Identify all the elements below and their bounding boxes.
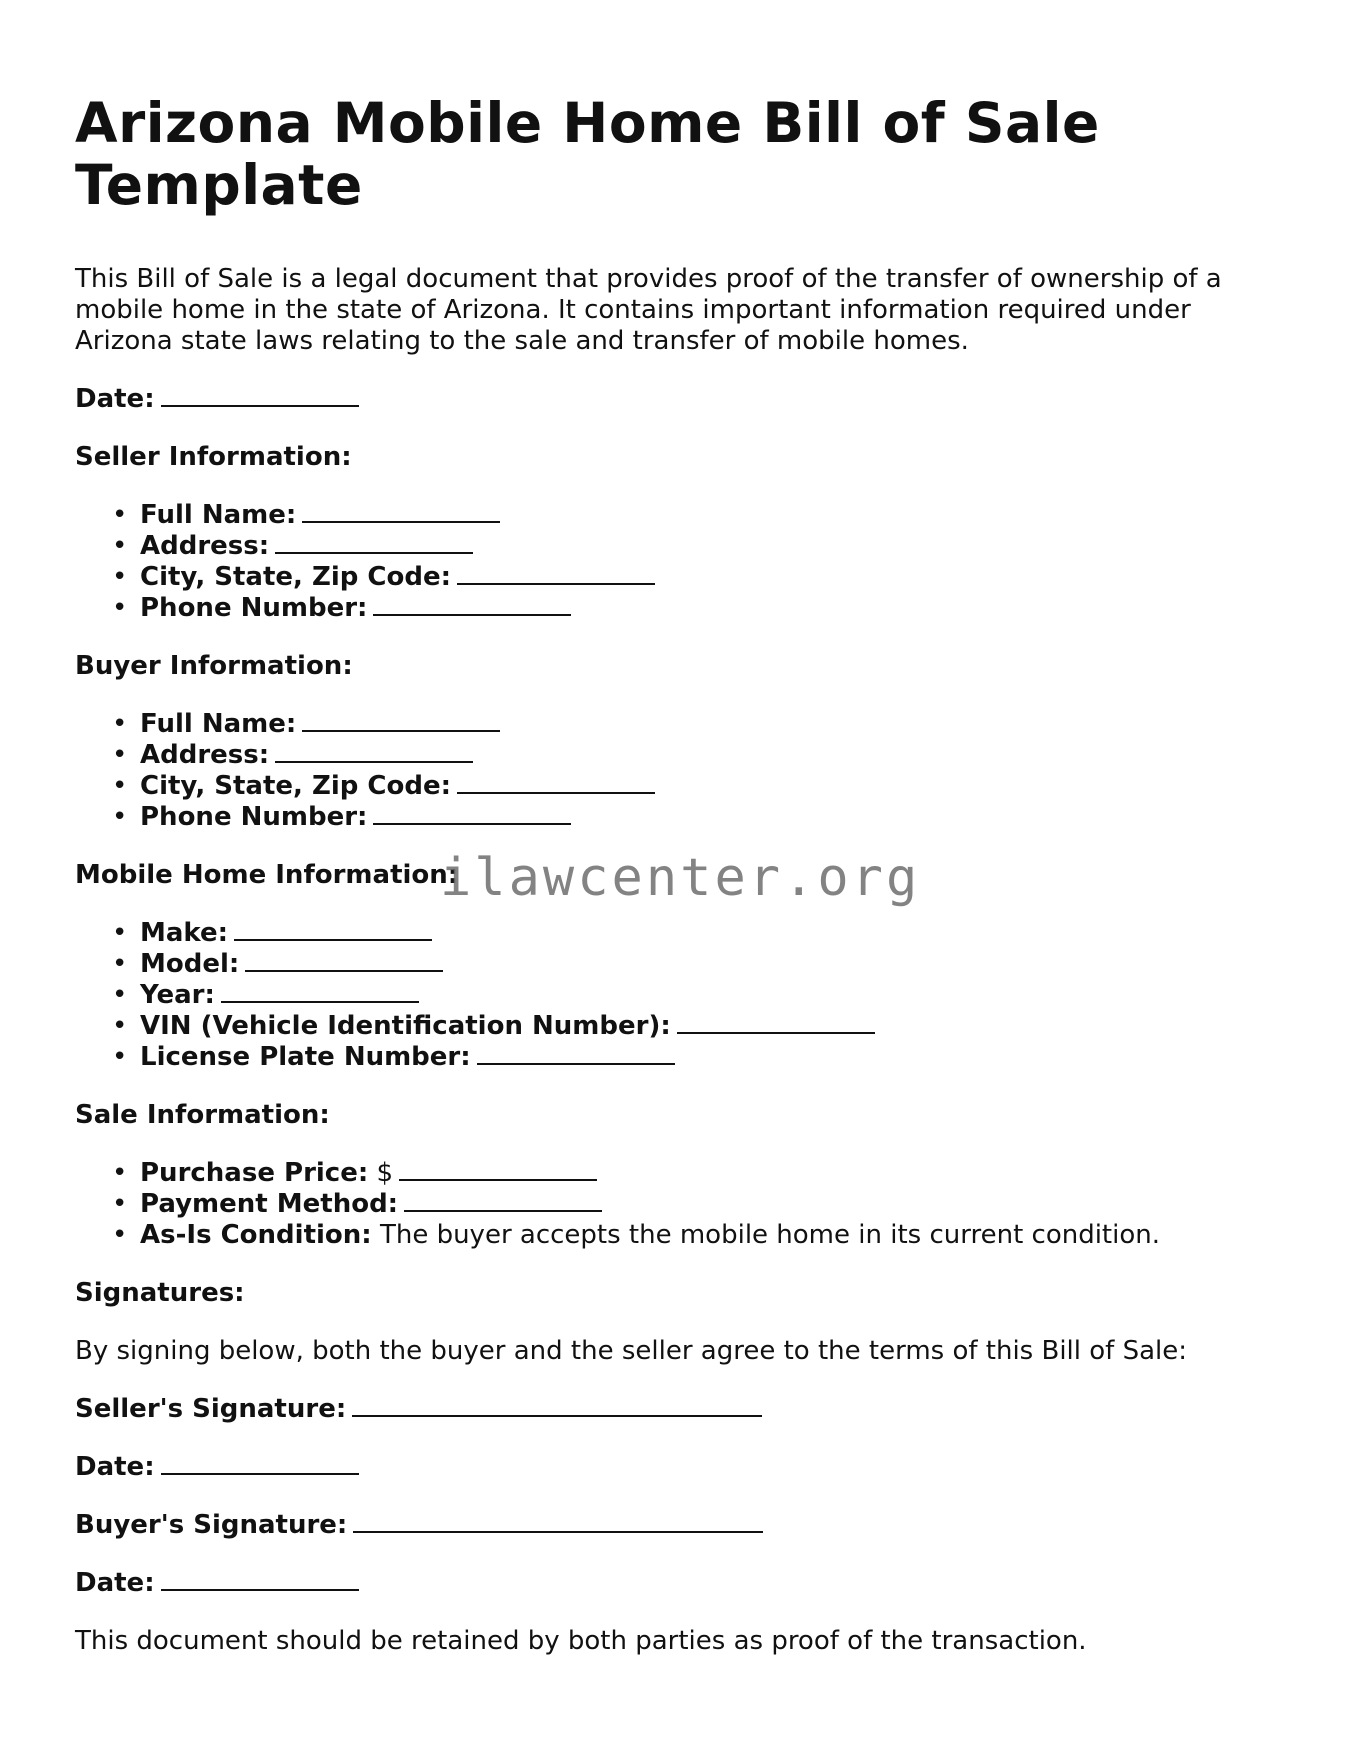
buyer-date-blank[interactable] [161, 1569, 359, 1591]
list-item [140, 740, 1295, 771]
list-item [140, 1011, 1295, 1042]
date-label: Date: [75, 384, 155, 414]
seller-date-blank[interactable] [161, 1453, 359, 1475]
buyer-date-label: Date: [75, 1568, 155, 1598]
seller-city-blank[interactable] [457, 563, 655, 585]
signatures-heading: Signatures: [75, 1278, 245, 1308]
sale-heading: Sale Information: [75, 1100, 330, 1130]
intro-paragraph: This Bill of Sale is a legal document that provides proof of the transfer of ownership of a mobile home in the state of Arizona. It contains important information required under Arizona state laws relating to the sale and transfer of mobile homes. [75, 264, 1222, 356]
page-title: Arizona Mobile Home Bill of Sale Template [75, 91, 1100, 217]
buyer-heading: Buyer Information: [75, 651, 353, 681]
year-label: Year: [140, 980, 215, 1010]
seller-signature-field [75, 1394, 1295, 1425]
make-label: Make: [140, 918, 229, 948]
buyer-full-name-label: Full Name: [140, 709, 297, 739]
date-blank[interactable] [161, 385, 359, 407]
list-item [140, 1220, 1295, 1251]
buyer-phone-label: Phone Number: [140, 802, 368, 832]
list-item [140, 531, 1295, 562]
license-plate-label: License Plate Number: [140, 1042, 471, 1072]
license-plate-blank[interactable] [477, 1043, 675, 1065]
buyer-address-label: Address: [140, 740, 270, 770]
seller-list [75, 500, 1295, 624]
seller-signature-blank[interactable] [352, 1395, 762, 1417]
list-item [140, 771, 1295, 802]
seller-city-label: City, State, Zip Code: [140, 562, 451, 592]
list-item [140, 949, 1295, 980]
footer-note: This document should be retained by both parties as proof of the transaction. [75, 1626, 1087, 1656]
mobile-home-heading: Mobile Home Information: [75, 860, 459, 890]
list-item [140, 1158, 1295, 1189]
make-blank[interactable] [234, 919, 432, 941]
seller-full-name-label: Full Name: [140, 500, 297, 530]
buyer-full-name-blank[interactable] [302, 710, 500, 732]
as-is-label: As-Is Condition: [140, 1220, 372, 1250]
buyer-signature-label: Buyer's Signature: [75, 1510, 348, 1540]
buyer-address-blank[interactable] [275, 741, 473, 763]
list-item [140, 980, 1295, 1011]
purchase-price-blank[interactable] [399, 1159, 597, 1181]
buyer-city-label: City, State, Zip Code: [140, 771, 451, 801]
vin-label: VIN (Vehicle Identification Number): [140, 1011, 671, 1041]
buyer-city-blank[interactable] [457, 772, 655, 794]
buyer-phone-blank[interactable] [373, 803, 571, 825]
dollar-sign: $ [376, 1158, 394, 1188]
list-item [140, 1042, 1295, 1073]
seller-signature-label: Seller's Signature: [75, 1394, 347, 1424]
list-item [140, 593, 1295, 624]
seller-address-label: Address: [140, 531, 270, 561]
purchase-price-label: Purchase Price: [140, 1158, 369, 1188]
as-is-text: The buyer accepts the mobile home in its current condition. [379, 1220, 1161, 1250]
sale-list [75, 1158, 1295, 1251]
buyer-signature-field [75, 1510, 1295, 1541]
list-item [140, 709, 1295, 740]
list-item [140, 802, 1295, 833]
payment-method-blank[interactable] [404, 1190, 602, 1212]
seller-phone-label: Phone Number: [140, 593, 368, 623]
payment-method-label: Payment Method: [140, 1189, 399, 1219]
seller-date-field [75, 1452, 1295, 1483]
signatures-statement: By signing below, both the buyer and the seller agree to the terms of this Bill of Sale: [75, 1336, 1188, 1366]
year-blank[interactable] [221, 981, 419, 1003]
vin-blank[interactable] [677, 1012, 875, 1034]
seller-full-name-blank[interactable] [302, 501, 500, 523]
seller-date-label: Date: [75, 1452, 155, 1482]
date-field [75, 384, 1295, 415]
seller-heading: Seller Information: [75, 442, 352, 472]
watermark: ilawcenter.org [440, 848, 921, 908]
buyer-date-field [75, 1568, 1295, 1599]
model-label: Model: [140, 949, 240, 979]
seller-phone-blank[interactable] [373, 594, 571, 616]
buyer-list [75, 709, 1295, 833]
list-item [140, 918, 1295, 949]
buyer-signature-blank[interactable] [353, 1511, 763, 1533]
seller-address-blank[interactable] [275, 532, 473, 554]
list-item [140, 500, 1295, 531]
list-item [140, 1189, 1295, 1220]
list-item [140, 562, 1295, 593]
mobile-home-list [75, 918, 1295, 1073]
model-blank[interactable] [245, 950, 443, 972]
